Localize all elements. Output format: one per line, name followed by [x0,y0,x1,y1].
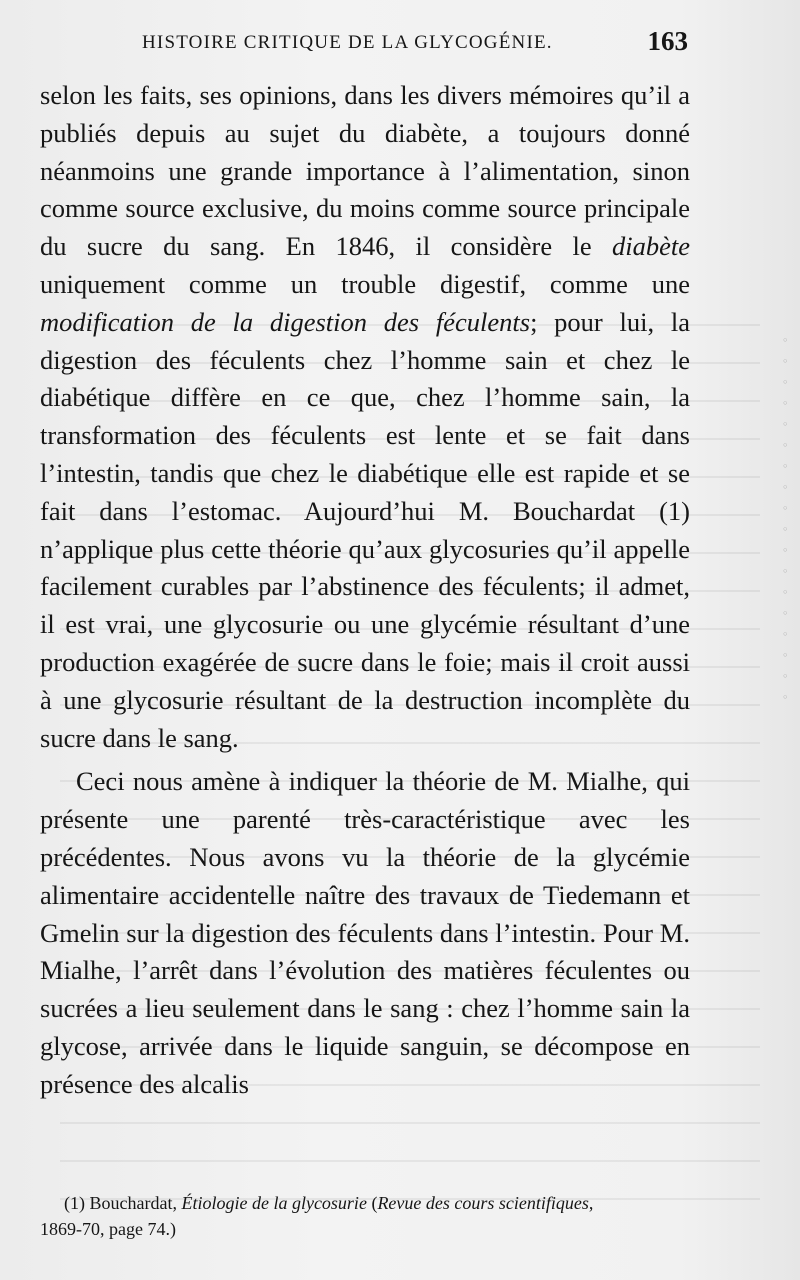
paragraph-1 [40,77,690,757]
footnote-line-2: 1869-70, page 74.) [40,1219,176,1239]
paragraph-1-part-1: selon les faits, ses opinions, dans les divers mémoires qu’il a publiés depuis au sujet du diabète, a toujours donné néanmoins une grande importance à l’alimentation, sinon comme source exclusive, du moins comme source principale du sucre du sang. En 1846, il considère le [40,80,690,262]
footnote-marker: (1) Bouchardat, [64,1193,182,1213]
page-edge-marks: ◦ ◦ ◦ ◦ ◦ ◦ ◦ ◦ ◦ ◦ ◦ ◦ ◦ ◦ ◦ ◦ ◦ ◦ [782,334,789,704]
body-text [40,77,690,1104]
paragraph-1-part-2: uniquement comme un trouble digestif, comme une [40,268,690,299]
footnote-source-suffix: , [588,1193,594,1213]
paragraph-2: Ceci nous amène à indiquer la théorie de M. Mialhe, qui présente une parenté très-caractéristique avec les précédentes. Nous avons vu la théorie de la glycémie alimentaire accidentelle naître des travaux de Tiedemann et Gmelin sur la digestion des féculents dans l’intestin. Pour M. Mialhe, l’arrêt dans l’évolution des matières féculentes ou sucrées a lieu seulement dans le sang : chez l’homme sain la glycose, arrivée dans le liquide sanguin, se décompose en présence des alcalis [40,766,690,1099]
italic-diabete: diabète [612,231,690,262]
footnote-source-prefix: ( [366,1193,378,1213]
running-title: HISTOIRE CRITIQUE DE LA GLYCOGÉNIE. [142,32,553,53]
footnote-work-title: Étiologie de la glycosurie [181,1193,367,1213]
footnote [40,1190,695,1242]
page-number: 163 [647,26,688,56]
footnote-journal: Revue des cours scientifiques [377,1193,589,1213]
italic-modification: modification de la digestion des féculents [40,306,531,337]
running-header [142,32,690,54]
footnote-line-1 [40,1190,695,1216]
paragraph-1-part-3: ; pour lui, la digestion des féculents chez l’homme sain et chez le diabétique diffère en ce que, chez l’homme sain, la transformation des féculents est lente et se fait dans l’intestin, tandis que chez le diabétique elle est rapide et se fait dans l’estomac. Aujourd’hui M. Bouchardat (1) n’applique plus cette théorie qu’aux glycosuries qu’il appelle facilement curables par l’abstinence des féculents; il admet, il est vrai, une glycosurie ou une glycémie résultant d’une production exagérée de sucre dans le foie; mais il croit aussi à une glycosurie résultant de la destruction incomplète du sucre dans le sang. [40,306,690,753]
